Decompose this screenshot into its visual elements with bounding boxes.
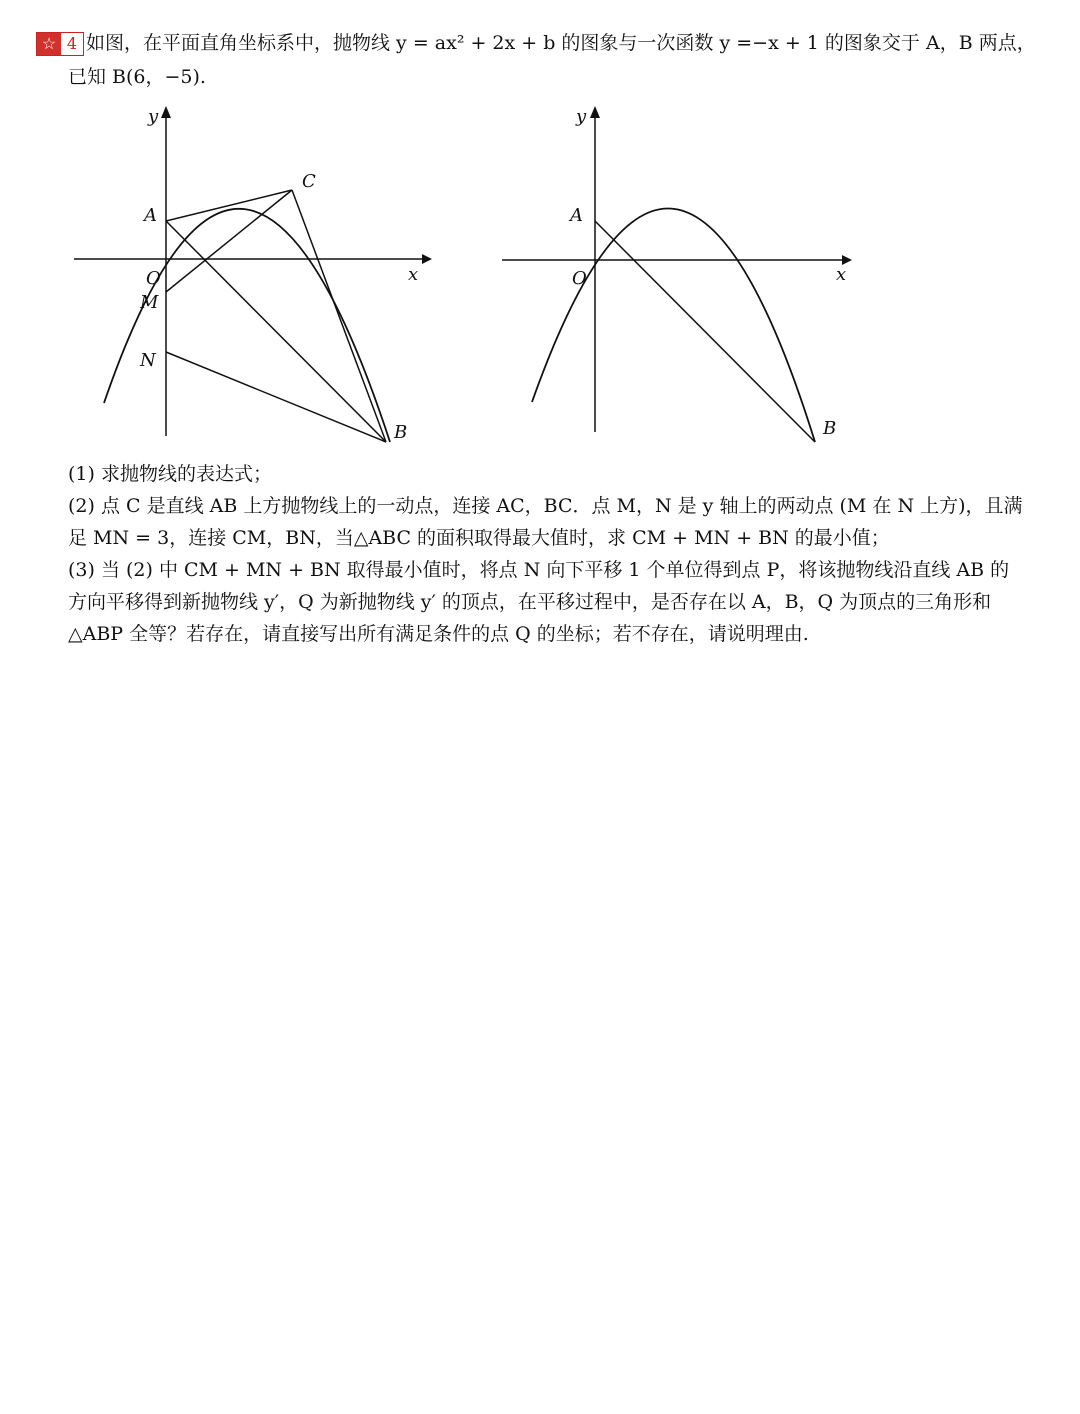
label-N: N	[140, 350, 156, 371]
star-icon: ☆	[37, 33, 61, 55]
label-O: O	[146, 268, 161, 289]
y-axis-arrow	[161, 106, 171, 118]
question-3: (3) 当 (2) 中 CM + MN + BN 取得最小值时，将点 N 向下平移 1 个单位得到点 P，将该抛物线沿直线 AB 的方向平移得到新抛物线 y′，Q 为新抛物线 y′ 的顶点，在平移过程中，是否存在以 A，B，Q 为顶点的三角形和△ABP 全等？若存在，请直接写出所有满足条件的点 Q 的坐标；若不存在，请说明理由.	[68, 559, 1010, 645]
segment-BC	[292, 190, 386, 442]
segment-BN	[166, 352, 386, 442]
figure-1	[60, 100, 440, 450]
label-y: y	[148, 106, 159, 127]
y-axis-arrow	[590, 106, 600, 118]
problem-badge	[36, 32, 84, 56]
parabola	[532, 209, 815, 442]
label-y: y	[576, 106, 587, 127]
parabola	[104, 209, 390, 442]
label-x: x	[408, 264, 419, 285]
label-O: O	[572, 268, 587, 289]
question-1: (1) 求抛物线的表达式；	[68, 463, 272, 485]
problem-intro-line1: 如图，在平面直角坐标系中，抛物线 y = ax² + 2x + b 的图象与一次函数 y =−x + 1 的图象交于 A，B 两点，	[86, 32, 1036, 54]
label-x: x	[836, 264, 847, 285]
figure-2	[490, 100, 870, 450]
label-B: B	[823, 418, 837, 439]
label-A: A	[570, 205, 583, 226]
label-C: C	[302, 171, 316, 192]
label-B: B	[394, 422, 408, 443]
segment-AB	[595, 221, 815, 442]
label-A: A	[144, 205, 157, 226]
segment-AB	[166, 221, 386, 442]
question-2: (2) 点 C 是直线 AB 上方抛物线上的一动点，连接 AC，BC．点 M，N 是 y 轴上的两动点 (M 在 N 上方)，且满足 MN = 3，连接 CM，BN，当△ABC 的面积取得最大值时，求 CM + MN + BN 的最小值；	[68, 495, 1023, 549]
problem-number: 4	[61, 33, 83, 55]
problem-intro-line2: 已知 B(6，−5).	[68, 66, 206, 88]
label-M: M	[140, 292, 159, 313]
x-axis-arrow	[422, 254, 432, 264]
